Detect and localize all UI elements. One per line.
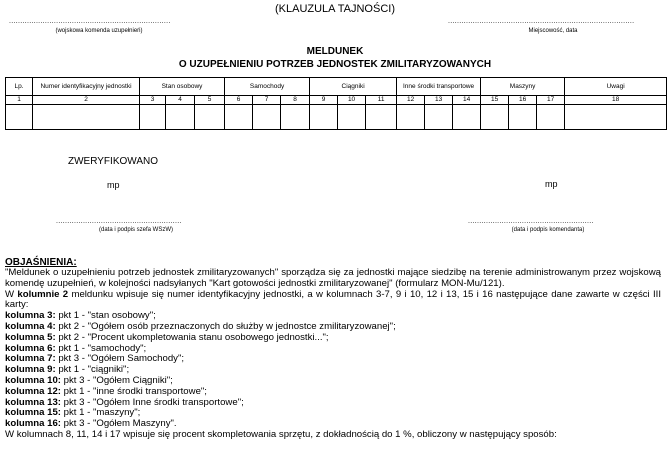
column-ref: kolumnie 2 [17,288,69,300]
explanation-paragraph [5,290,661,312]
cell[interactable] [281,105,310,130]
column-desc: pkt 1 - "ciągniki"; [55,364,130,376]
paragraph-text: meldunku wpisuje się numer identyfikacyjny jednostki, a w kolumnach 3-7, 9 i 10, 12 i 13, 15 i 16 następujące dane zawarte w części III karty: [5,288,661,311]
paragraph-prefix: W [5,288,18,300]
cell[interactable] [195,105,225,130]
column-desc: pkt 3 - "Ogółem Maszyny". [60,418,177,430]
column-desc: pkt 1 - "inne środki transportowe"; [60,385,207,397]
cell[interactable] [453,105,481,130]
column-ref: kolumna 3: [5,310,56,322]
cell[interactable] [509,105,537,130]
report-subtitle: O UZUPEŁNIENIU POTRZEB JEDNOSTEK ZMILITARYZOWANYCH [178,59,492,70]
seal-place-left: mp [107,180,120,190]
column-ref: kolumna 9: [5,364,56,376]
cell[interactable] [225,105,253,130]
column-number: 3 [140,96,166,105]
column-desc: pkt 3 - "Ogółem Ciągniki"; [60,374,173,386]
explanation-paragraph: "Meldunek o uzupełnieniu potrzeb jednostek zmilitaryzowanych" sporządza się za jednostki mające siedzibę na terenie administrowanym przez wojskową komendę uzupełnień, w kolejności nadsyłanych "Kart gotowości jednostki zmilitaryzowanej" (formularz MON-Mu/121). [5,267,661,289]
column-ref: kolumna 6: [5,342,56,354]
unit-caption: (wojskowa komenda uzupełnień) [55,28,143,34]
column-ref: kolumna 12: [5,385,61,397]
header-unit-id: Numer identyfikacyjny jednostki [33,78,140,96]
column-desc: pkt 2 - "Ogółem osób przeznaczonych do służby w jednostce zmilitaryzowanej"; [55,320,396,332]
column-number: 15 [481,96,509,105]
header-other-transport: Inne środki transportowe [397,78,481,96]
seal-place-right: mp [545,179,558,189]
header-cars: Samochody [225,78,310,96]
column-number-row [6,96,667,105]
column-number: 18 [565,96,667,105]
header-remarks: Uwagi [565,78,667,96]
wszw-signature-caption: (data i podpis szefa WSzW) [98,227,174,233]
column-number: 2 [33,96,140,105]
column-ref: kolumna 10: [5,374,61,386]
cell[interactable] [481,105,509,130]
column-number: 11 [366,96,397,105]
commander-signature-caption: (data i podpis komendanta) [511,227,585,233]
column-number: 7 [253,96,281,105]
cell[interactable] [310,105,338,130]
cell[interactable] [425,105,453,130]
commander-signature-line: ........................................................ [468,218,594,225]
report-table [5,77,667,130]
column-number: 4 [166,96,195,105]
cell[interactable] [166,105,195,130]
column-desc: pkt 1 - "samochody"; [55,342,147,354]
column-desc: pkt 3 - "Ogółem Inne środki transportowe"; [60,396,244,408]
unit-dotted-line: ........................................................................ [9,18,171,25]
column-ref: kolumna 13: [5,396,61,408]
explanations-body [5,268,661,441]
header-machines: Maszyny [481,78,565,96]
cell[interactable] [565,105,667,130]
column-desc: pkt 3 - "Ogółem Samochody"; [55,353,185,365]
place-date-dotted-line: ................................................................................... [448,18,635,25]
verified-label: ZWERYFIKOWANO [68,156,158,167]
cell[interactable] [253,105,281,130]
column-number: 16 [509,96,537,105]
column-number: 17 [537,96,565,105]
header-lp: Lp. [6,78,33,96]
column-ref: kolumna 15: [5,407,61,419]
column-ref: kolumna 4: [5,320,56,332]
header-tractors: Ciągniki [310,78,397,96]
column-number: 1 [6,96,33,105]
table-header-row [6,78,667,96]
column-number: 8 [281,96,310,105]
cell[interactable] [140,105,166,130]
cell[interactable] [33,105,140,130]
report-title: MELDUNEK [306,46,364,57]
column-number: 14 [453,96,481,105]
explanation-paragraph: W kolumnach 8, 11, 14 i 17 wpisuje się procent skompletowania sprzętu, z dokładnością do 1 %, obliczony w następujący sposób: [5,428,557,440]
classification-clause: (KLAUZULA TAJNOŚCI) [274,3,395,15]
column-number: 12 [397,96,425,105]
cell[interactable] [338,105,366,130]
column-ref: kolumna 16: [5,418,61,430]
column-number: 10 [338,96,366,105]
column-desc: pkt 1 - "maszyny"; [60,407,141,419]
cell[interactable] [6,105,33,130]
cell[interactable] [537,105,565,130]
column-desc: pkt 2 - "Procent ukompletowania stanu osobowego jednostki..."; [55,331,329,343]
column-ref: kolumna 7: [5,353,56,365]
place-date-caption: Miejscowość, data [528,28,578,34]
column-number: 9 [310,96,338,105]
explanations-heading: OBJAŚNIENIA: [5,257,77,268]
header-personnel: Stan osobowy [140,78,225,96]
column-ref: kolumna 5: [5,331,56,343]
column-number: 5 [195,96,225,105]
cell[interactable] [366,105,397,130]
table-row-empty [6,105,667,130]
wszw-signature-line: ........................................................ [56,218,182,225]
column-desc: pkt 1 - "stan osobowy"; [55,310,156,322]
column-number: 13 [425,96,453,105]
cell[interactable] [397,105,425,130]
column-number: 6 [225,96,253,105]
